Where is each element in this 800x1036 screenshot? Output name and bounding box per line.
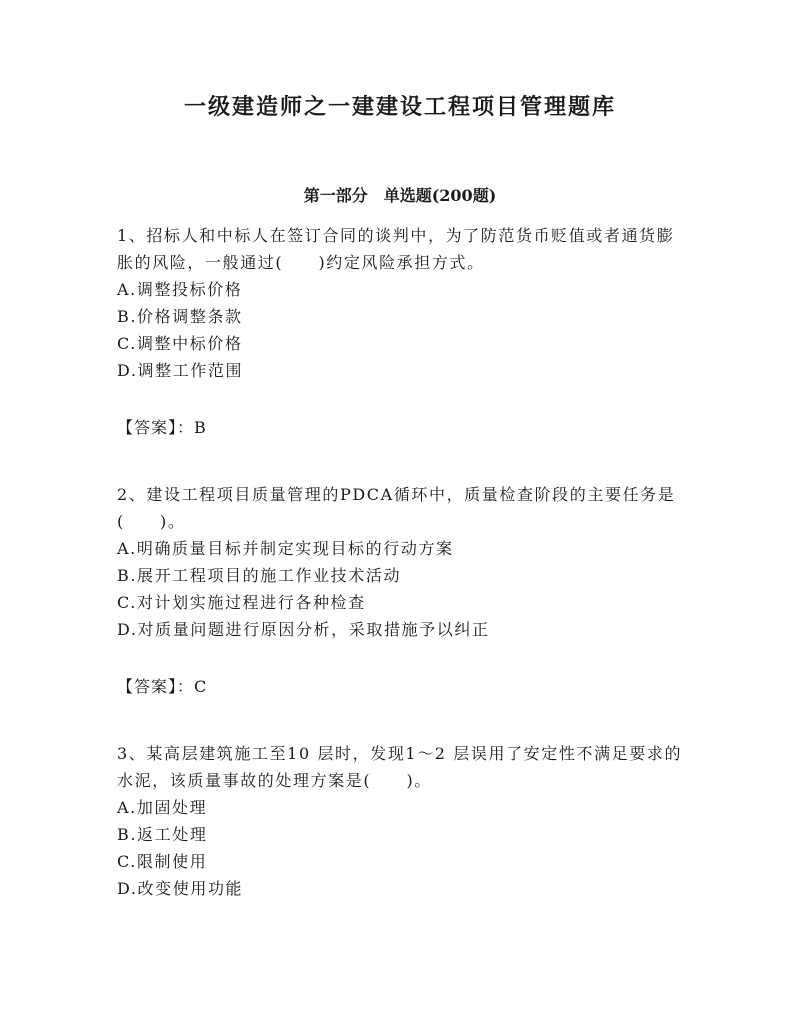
question-stem: 2、建设工程项目质量管理的PDCA循环中，质量检查阶段的主要任务是( )。 bbox=[117, 485, 676, 531]
question-stem: 1、招标人和中标人在签订合同的谈判中，为了防范货币贬值或者通货膨胀的风险，一般通过( )约定风险承担方式。 bbox=[117, 226, 675, 272]
answer-label: 【答案】： bbox=[117, 418, 195, 437]
question-2 bbox=[117, 481, 687, 643]
option-c: C.限制使用 bbox=[117, 852, 208, 871]
document-title: 一级建造师之一建建设工程项目管理题库 bbox=[183, 94, 616, 120]
answer-2 bbox=[117, 673, 207, 700]
option-d: D.对质量问题进行原因分析，采取措施予以纠正 bbox=[117, 620, 490, 639]
option-a: A.明确质量目标并制定实现目标的行动方案 bbox=[117, 539, 454, 558]
option-d: D.调整工作范围 bbox=[117, 361, 244, 380]
option-c: C.对计划实施过程进行各种检查 bbox=[117, 593, 366, 612]
option-d: D.改变使用功能 bbox=[117, 879, 244, 898]
option-a: A.调整投标价格 bbox=[117, 280, 243, 299]
answer-value: C bbox=[194, 677, 208, 696]
question-3 bbox=[117, 740, 687, 902]
answer-1 bbox=[117, 414, 207, 441]
section-title: 第一部分 单选题(200题) bbox=[303, 186, 497, 205]
option-b: B.展开工程项目的施工作业技术活动 bbox=[117, 566, 402, 585]
question-stem: 3、某高层建筑施工至10 层时，发现1～2 层误用了安定性不满足要求的水泥，该质量事故的处理方案是( )。 bbox=[117, 744, 683, 790]
option-b: B.返工处理 bbox=[117, 825, 208, 844]
option-a: A.加固处理 bbox=[117, 798, 208, 817]
answer-value: B bbox=[194, 418, 207, 437]
option-b: B.价格调整条款 bbox=[117, 307, 243, 326]
answer-label: 【答案】： bbox=[117, 677, 195, 696]
question-1 bbox=[117, 222, 687, 384]
option-c: C.调整中标价格 bbox=[117, 334, 243, 353]
